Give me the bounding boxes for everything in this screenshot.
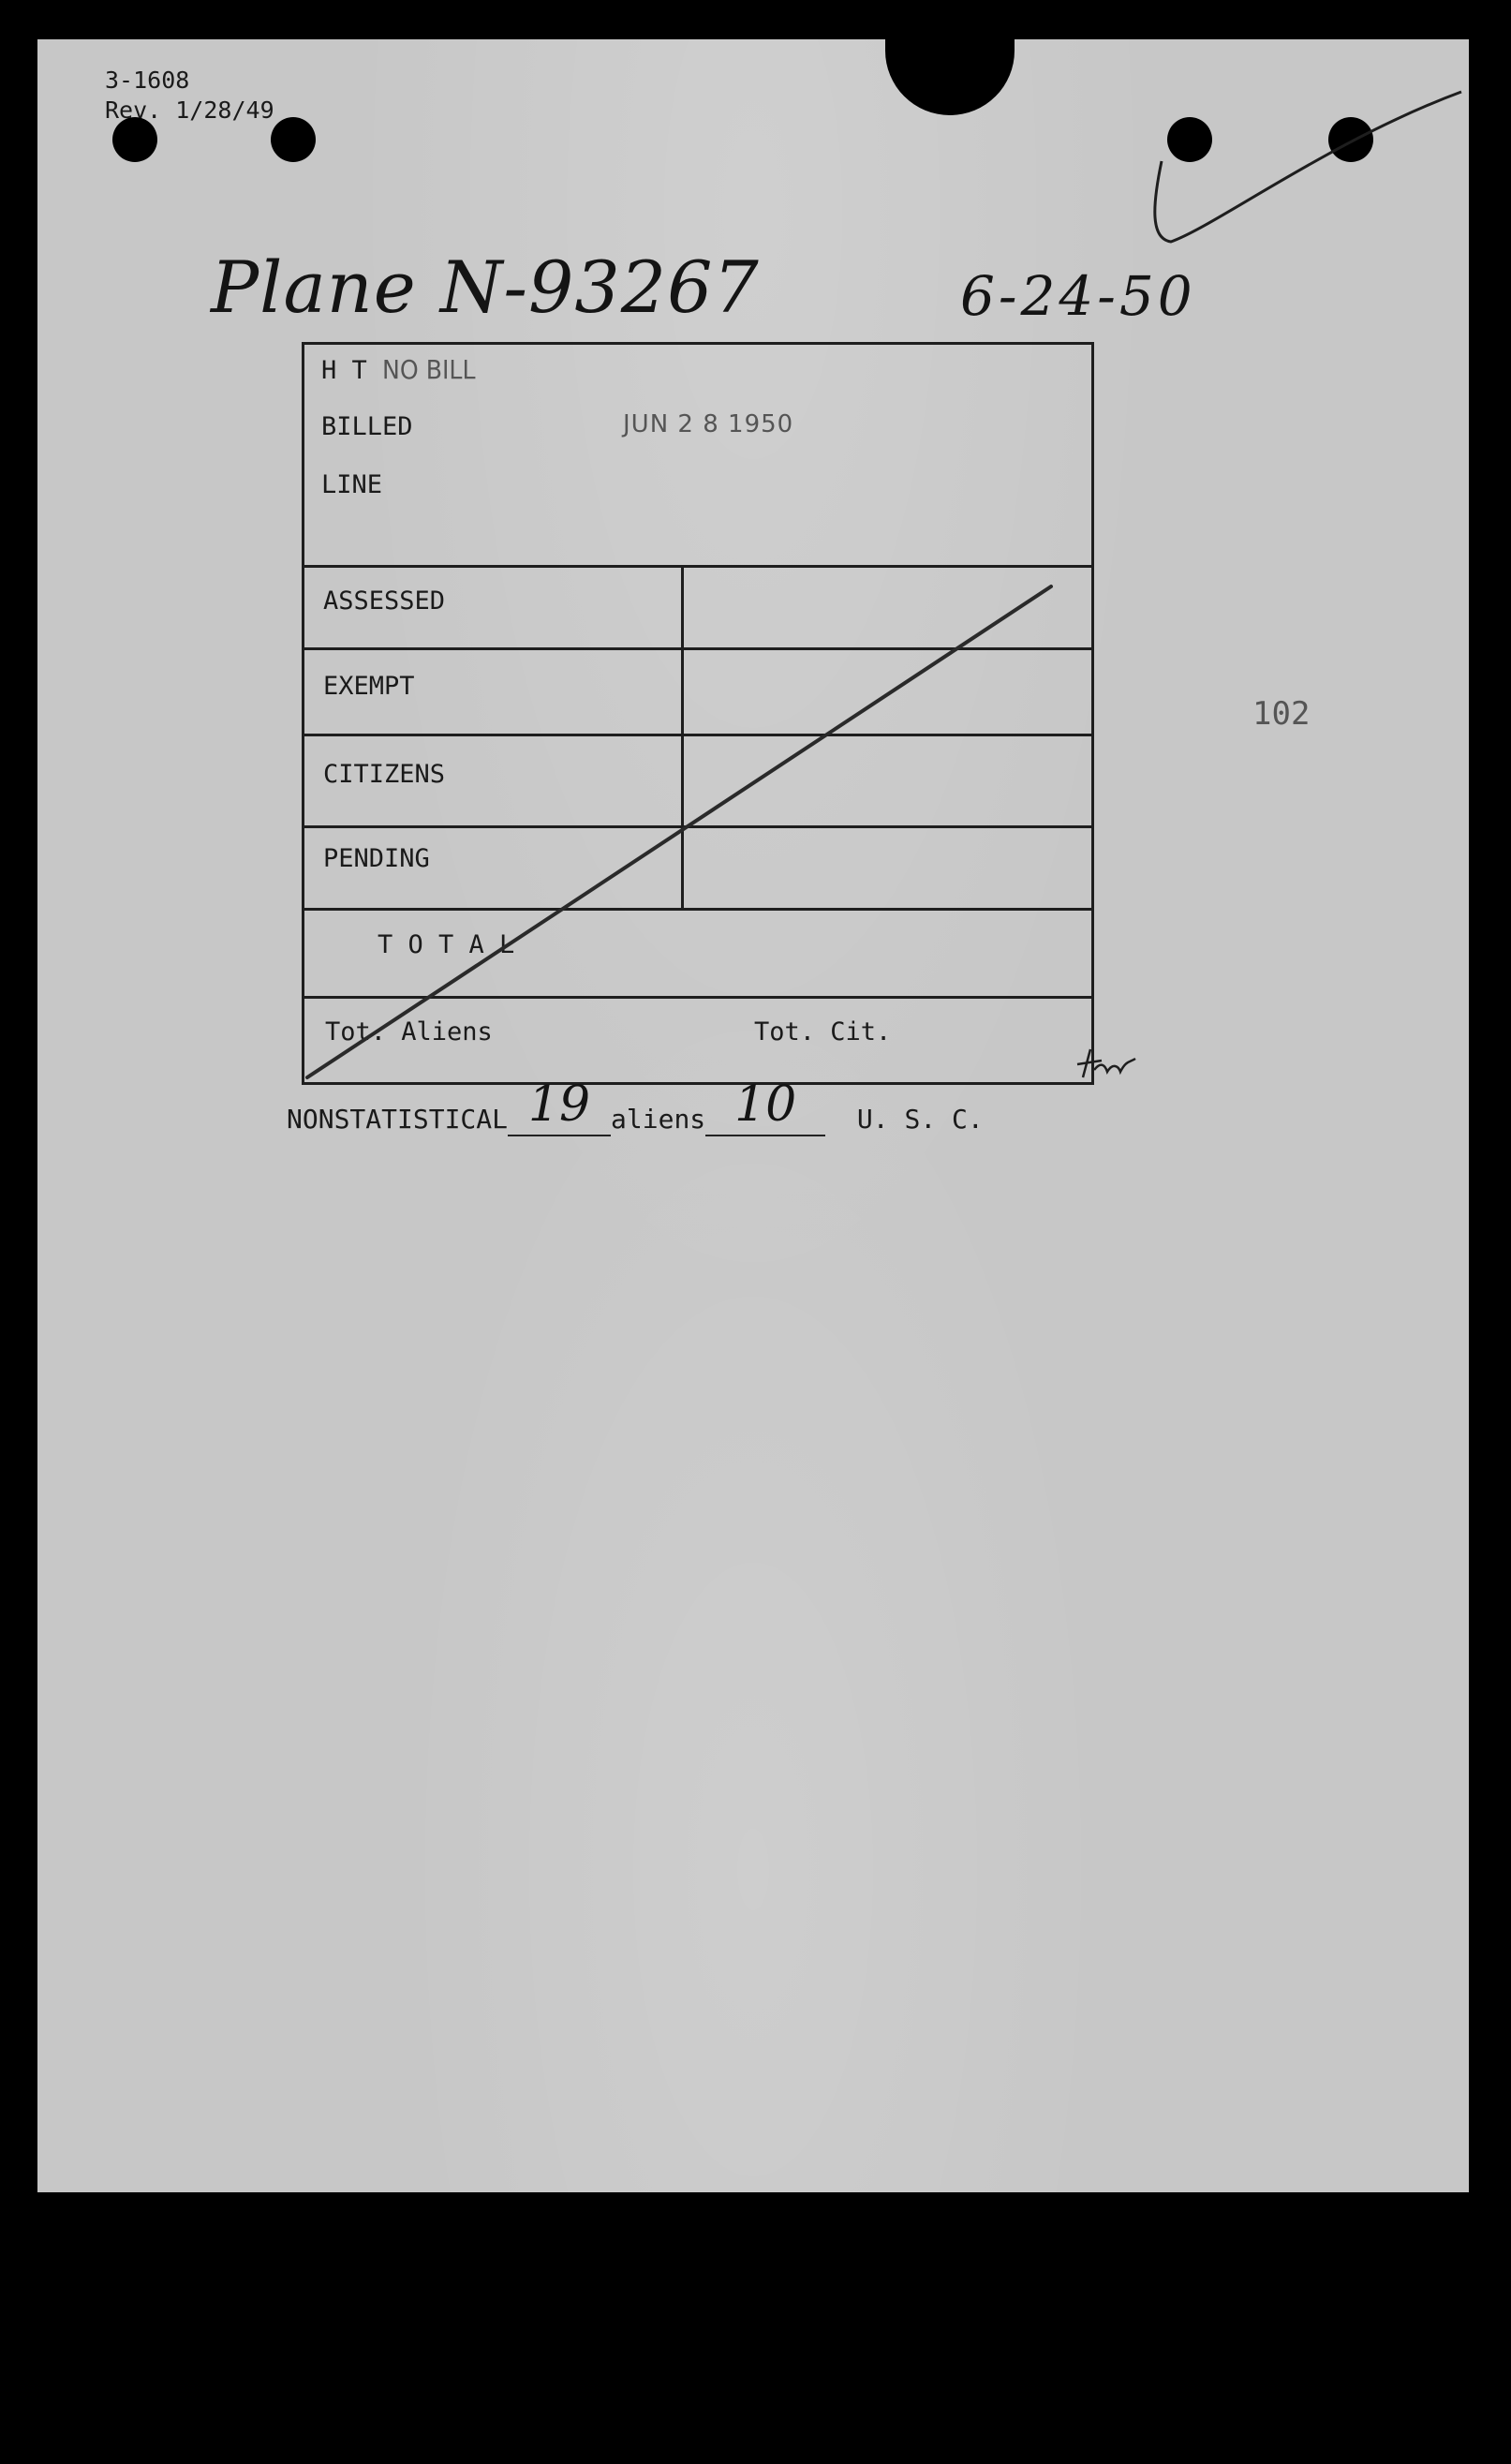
nonstatistical-line	[287, 1076, 984, 1136]
form-number: 3-1608	[105, 67, 190, 94]
aliens-count: 19	[527, 1076, 591, 1133]
usc-count-blank	[705, 1076, 825, 1136]
aliens-label: aliens	[611, 1104, 706, 1135]
check-mark	[1155, 92, 1461, 242]
billed-label: BILLED	[321, 412, 413, 441]
tot-aliens-label: Tot. Aliens	[325, 1017, 493, 1046]
usc-label: U. S. C.	[856, 1104, 984, 1135]
page-number: 102	[1252, 695, 1311, 733]
citizens-label: CITIZENS	[323, 760, 446, 789]
received-date-stamp: JUN 2 8 1950	[623, 410, 794, 438]
nonstatistical-label: NONSTATISTICAL	[287, 1104, 509, 1135]
tot-cit-label: Tot. Cit.	[754, 1017, 892, 1046]
handwritten-plane-number: Plane N-93267	[211, 245, 760, 329]
form-revision: Rev. 1/28/49	[105, 96, 274, 124]
strike-through-line	[307, 586, 1051, 1077]
total-label: T O T A L	[378, 930, 515, 959]
aliens-count-blank	[508, 1076, 611, 1136]
handwritten-date: 6-24-50	[960, 264, 1196, 328]
no-bill-stamp: NO BILL	[382, 354, 476, 385]
pending-label: PENDING	[323, 844, 430, 873]
line-label: LINE	[321, 470, 383, 499]
usc-count: 10	[734, 1076, 797, 1133]
assessed-label: ASSESSED	[323, 586, 446, 616]
initials-mark	[1077, 1049, 1135, 1077]
exempt-label: EXEMPT	[323, 672, 415, 701]
ht-label: H T	[321, 356, 367, 385]
